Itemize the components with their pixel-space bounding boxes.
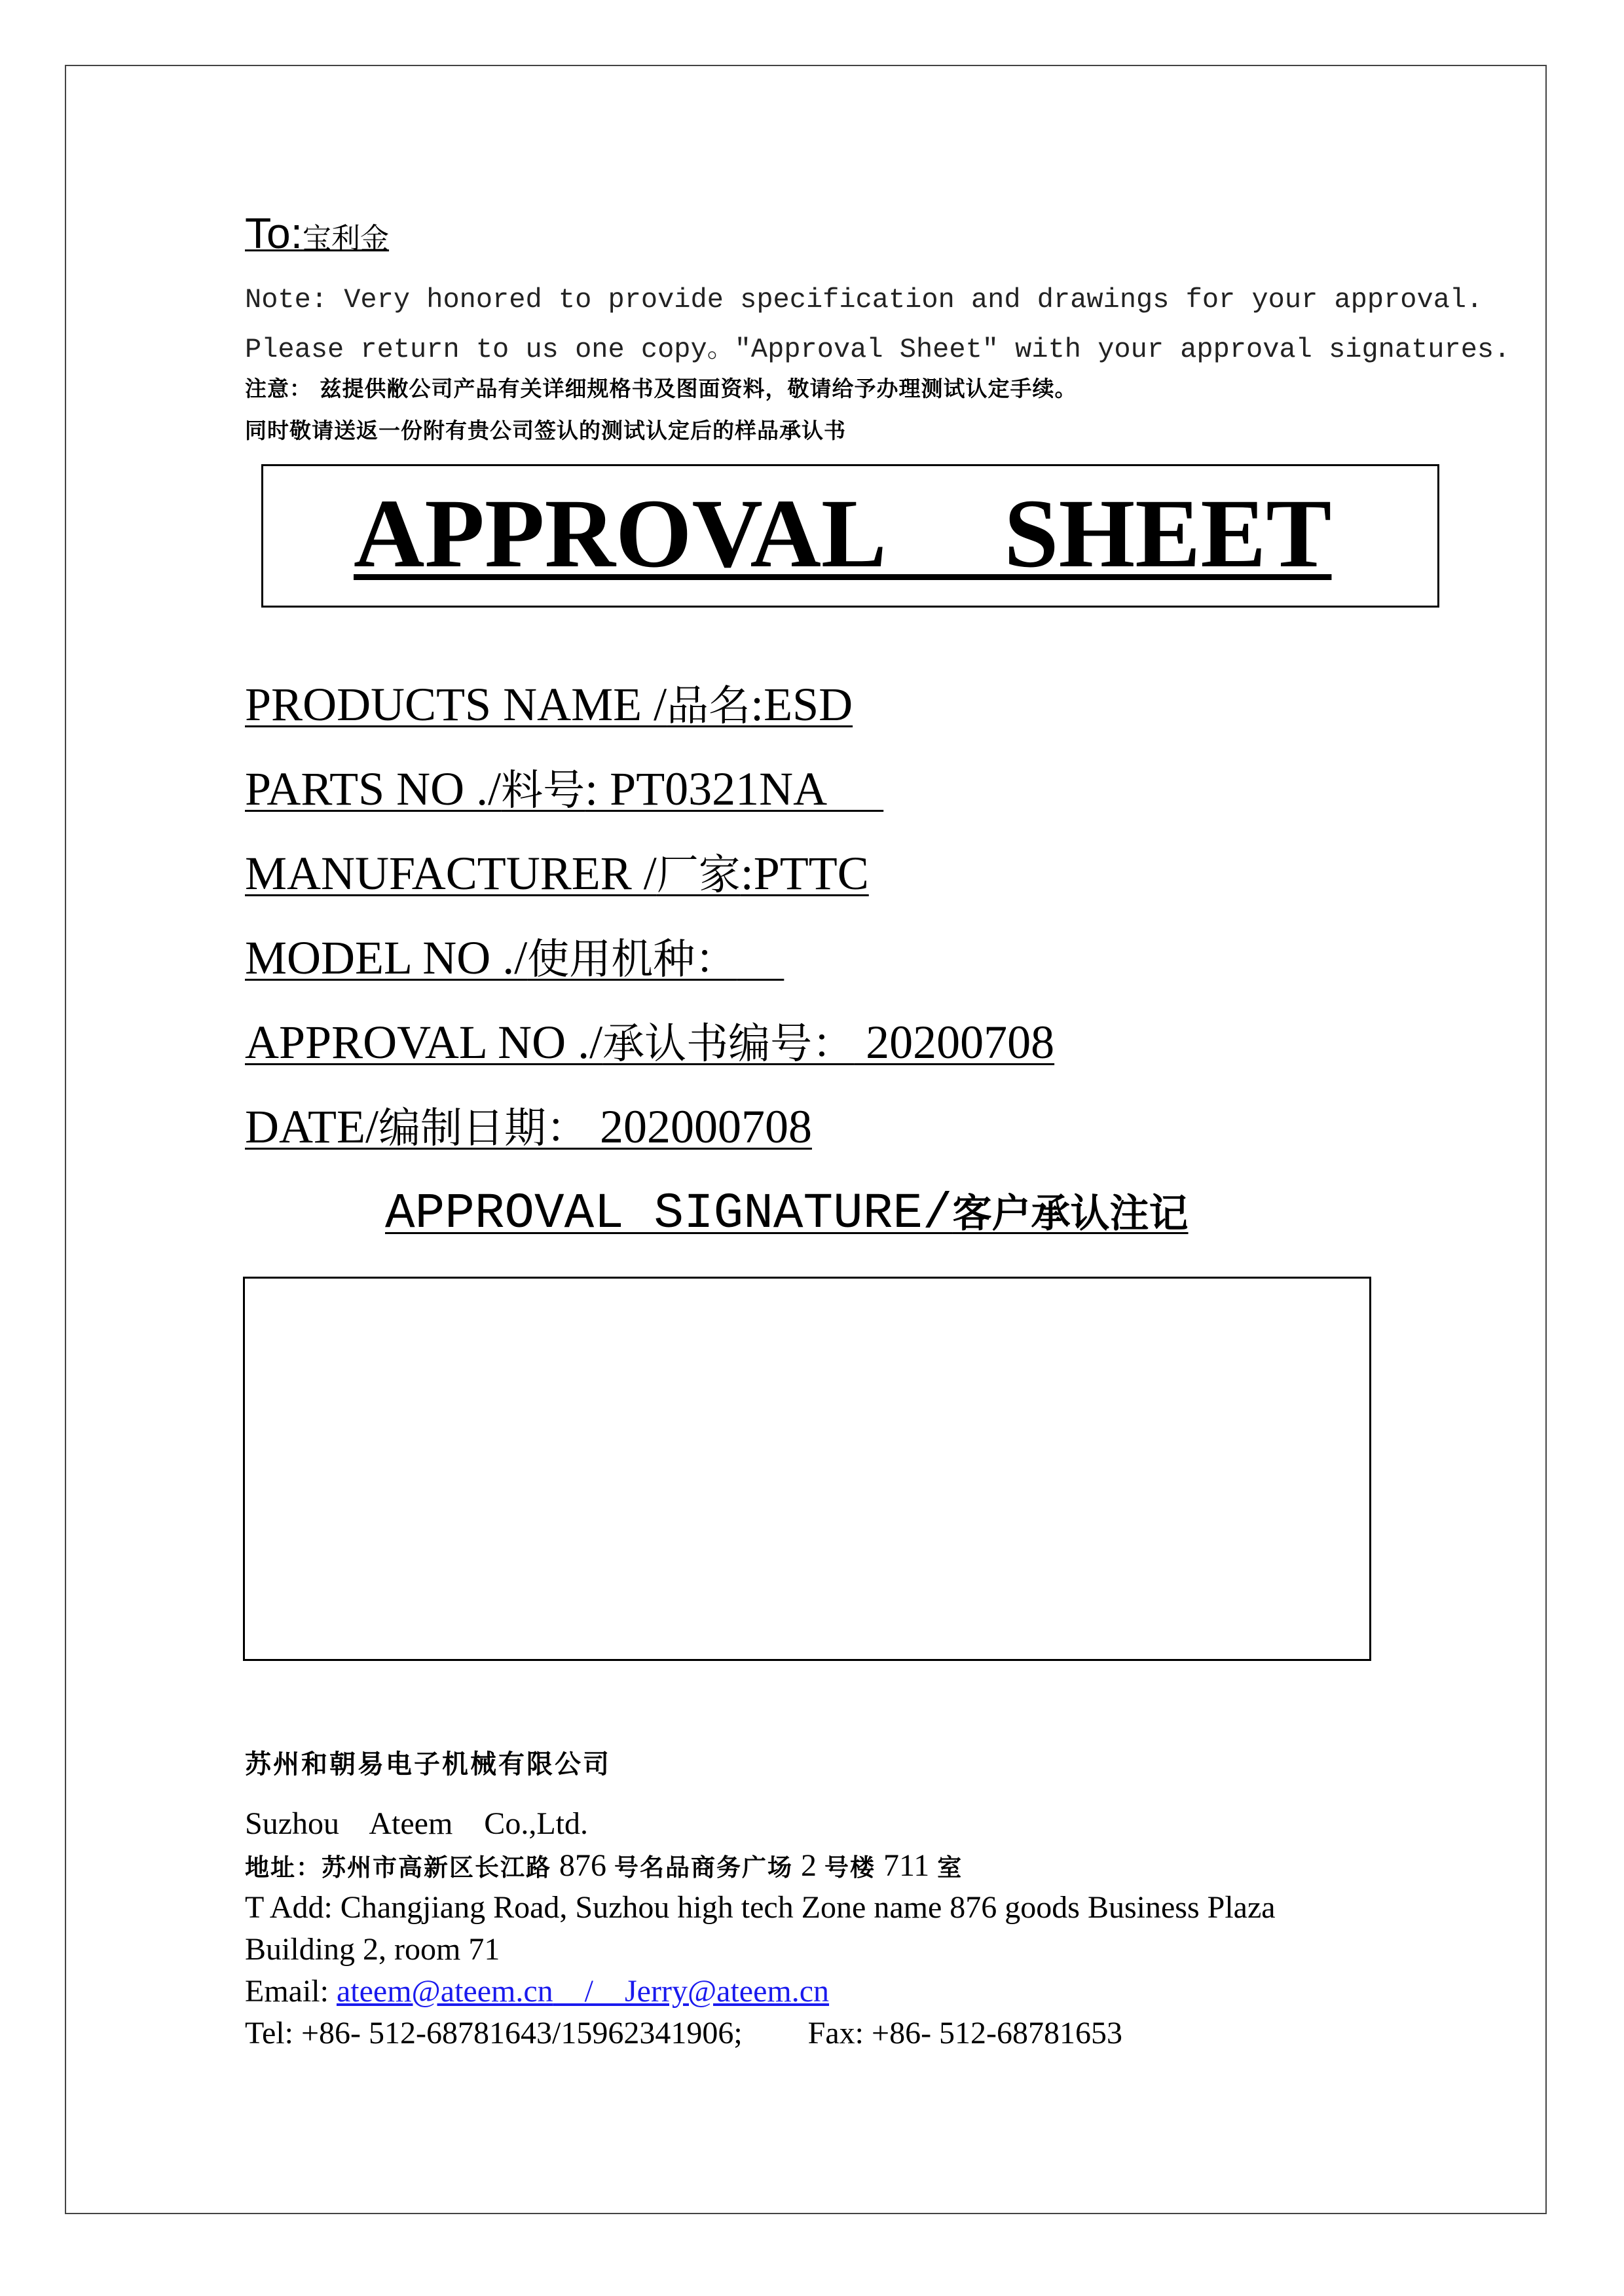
field-label-en: MANUFACTURER / <box>245 847 657 900</box>
field-value: : PT0321NA <box>585 763 884 815</box>
fax-text: Fax: +86- 512-68781653 <box>807 2016 1123 2050</box>
signature-heading <box>385 1182 1189 1242</box>
field-label-cn: 料号 <box>501 767 585 815</box>
address-cn-part: 苏州市高新区长江路 <box>322 1853 551 1882</box>
note-line-1: Note: Very honored to provide specification and drawings for your approval. <box>245 284 1483 316</box>
field-model-no <box>245 932 784 984</box>
field-manufacturer <box>245 847 869 900</box>
address-cn <box>245 1848 963 1884</box>
address-cn-part: 号名品商务广场 <box>614 1853 793 1882</box>
field-products-name <box>245 678 853 731</box>
recipient-label: To: <box>245 209 303 257</box>
field-parts-no <box>245 763 884 815</box>
email-label: Email: <box>245 1974 337 2009</box>
address-en-line-1: T Add: Changjiang Road, Suzhou high tech Zone name 876 goods Business Plaza <box>245 1890 1276 1925</box>
company-name-en: Suzhou Ateem Co.,Ltd. <box>245 1806 588 1841</box>
signature-heading-cn: 客户承认注记 <box>952 1191 1189 1237</box>
field-label-en: PARTS NO ./ <box>245 763 502 815</box>
email-line <box>245 1973 829 2009</box>
note-cn-line-1: 注意： 兹提供敝公司产品有关详细规格书及图面资料，敬请给予办理测试认定手续。 <box>245 376 1077 401</box>
field-value: :PTTC <box>740 847 869 900</box>
recipient-name: 宝利金 <box>303 222 390 255</box>
tel-text: Tel: +86- 512-68781643/15962341906; <box>245 2016 743 2050</box>
field-label-en: APPROVAL NO ./ <box>245 1016 603 1068</box>
address-number: 876 <box>551 1848 614 1883</box>
document-title: APPROVAL SHEET <box>354 479 1332 588</box>
field-label-cn: 承认书编号： <box>602 1020 855 1068</box>
field-value: 202000708 <box>587 1101 812 1153</box>
field-label-cn: 厂家 <box>656 851 741 900</box>
field-value: 20200708 <box>854 1016 1055 1068</box>
signature-box[interactable] <box>243 1277 1371 1661</box>
address-cn-part: 室 <box>937 1853 963 1882</box>
address-number: 2 <box>793 1848 824 1883</box>
signature-heading-en: APPROVAL SIGNATURE/ <box>385 1186 953 1242</box>
note-cn-line-2: 同时敬请送返一份附有贵公司签认的测试认定后的样品承认书 <box>245 418 846 443</box>
field-label-en: PRODUCTS NAME / <box>245 678 667 731</box>
field-label-cn: 使用机种： <box>527 936 737 984</box>
field-label-cn: 品名 <box>667 682 751 731</box>
field-value <box>737 932 784 984</box>
address-en-line-2: Building 2, room 71 <box>245 1932 500 1967</box>
field-label-en: DATE/ <box>245 1101 378 1153</box>
company-name-cn: 苏州和朝易电子机械有限公司 <box>245 1749 611 1779</box>
address-cn-label: 地址： <box>245 1853 322 1882</box>
email-link-1[interactable] <box>337 1974 625 2009</box>
field-value: :ESD <box>750 678 853 731</box>
address-number: 711 <box>876 1848 938 1883</box>
email-separator: / <box>553 1974 625 2009</box>
email-text: ateem@ateem.cn <box>336 1974 553 2009</box>
field-label-cn: 编制日期： <box>378 1104 588 1153</box>
note-line-2: Please return to us one copy。"Approval Sheet" with your approval signatures. <box>245 334 1511 365</box>
recipient-line <box>245 208 389 258</box>
field-date <box>245 1101 812 1153</box>
field-approval-no <box>245 1016 1055 1068</box>
field-label-en: MODEL NO ./ <box>245 932 528 984</box>
contact-line <box>245 2015 1122 2051</box>
email-link-2[interactable]: Jerry@ateem.cn <box>625 1974 830 2009</box>
address-cn-part: 号楼 <box>824 1853 876 1882</box>
